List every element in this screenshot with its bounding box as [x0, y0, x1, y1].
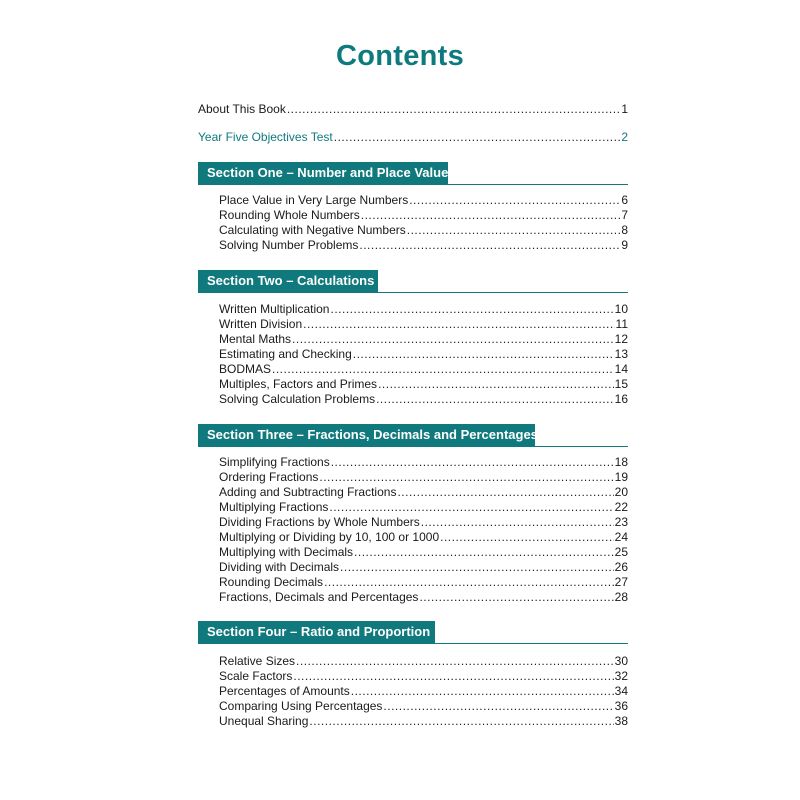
toc-entry[interactable] [219, 392, 628, 407]
toc-entry[interactable] [219, 455, 628, 470]
toc-entry-label: Year Five Objectives Test [198, 130, 333, 144]
toc-entry-label: Written Division [219, 317, 303, 331]
toc-entry-page: 36 [614, 699, 628, 713]
toc-entry-label: Multiples, Factors and Primes [219, 377, 378, 391]
toc-entry-label: Calculating with Negative Numbers [219, 223, 406, 237]
toc-entry[interactable] [219, 575, 628, 590]
section-rule [198, 292, 628, 293]
toc-entry[interactable] [219, 500, 628, 515]
toc-entry[interactable] [219, 332, 628, 347]
toc-entry-page: 16 [614, 392, 628, 406]
dot-leader [383, 699, 613, 714]
toc-entry-page: 27 [614, 575, 628, 589]
toc-entry-label: Multiplying Fractions [219, 500, 329, 514]
toc-entry[interactable] [219, 470, 628, 485]
toc-entry[interactable] [219, 193, 628, 208]
toc-entry-page: 8 [621, 223, 628, 237]
toc-entry-label: Solving Number Problems [219, 238, 359, 252]
dot-leader [292, 332, 614, 347]
section-rule [198, 643, 628, 644]
section-rule [198, 184, 628, 185]
dot-leader [293, 669, 613, 684]
toc-entry-page: 32 [614, 669, 628, 683]
toc-entry[interactable] [219, 684, 628, 699]
dot-leader [440, 530, 614, 545]
dot-leader [351, 684, 614, 699]
toc-entry-label: Fractions, Decimals and Percentages [219, 590, 419, 604]
toc-entry-page: 9 [621, 238, 628, 252]
toc-entry[interactable] [219, 714, 628, 729]
toc-entry-label: Simplifying Fractions [219, 455, 330, 469]
section-header-three[interactable]: Section Three – Fractions, Decimals and Percentages [198, 424, 535, 446]
toc-entry-label: Percentages of Amounts [219, 684, 350, 698]
dot-leader [378, 377, 614, 392]
toc-entry-label: Multiplying or Dividing by 10, 100 or 1000 [219, 530, 440, 544]
dot-leader [376, 392, 614, 407]
toc-entry[interactable] [219, 699, 628, 714]
toc-entry-label: Unequal Sharing [219, 714, 309, 728]
toc-entry-page: 28 [614, 590, 628, 604]
dot-leader [330, 302, 613, 317]
toc-entry[interactable] [219, 485, 628, 500]
toc-entry-objectives-test[interactable] [198, 130, 628, 145]
toc-entry-page: 2 [621, 130, 628, 144]
toc-entry-label: Dividing with Decimals [219, 560, 340, 574]
toc-entry-label: Dividing Fractions by Whole Numbers [219, 515, 420, 529]
dot-leader [329, 500, 613, 515]
toc-entry-label: Comparing Using Percentages [219, 699, 383, 713]
toc-entry-page: 7 [621, 208, 628, 222]
toc-entry[interactable] [219, 377, 628, 392]
dot-leader [407, 223, 621, 238]
dot-leader [319, 470, 613, 485]
toc-entry-label: Place Value in Very Large Numbers [219, 193, 409, 207]
toc-entry[interactable] [219, 223, 628, 238]
dot-leader [397, 485, 613, 500]
dot-leader [303, 317, 614, 332]
toc-entry-label: Ordering Fractions [219, 470, 319, 484]
toc-entry[interactable] [219, 590, 628, 605]
dot-leader [361, 208, 621, 223]
dot-leader [334, 130, 621, 145]
toc-entry-page: 24 [614, 530, 628, 544]
toc-entry-page: 12 [614, 332, 628, 346]
toc-entry[interactable] [219, 362, 628, 377]
dot-leader [409, 193, 620, 208]
toc-entry-label: Solving Calculation Problems [219, 392, 376, 406]
toc-entry-page: 15 [614, 377, 628, 391]
toc-entry[interactable] [219, 560, 628, 575]
toc-entry-page: 14 [614, 362, 628, 376]
toc-entry[interactable] [219, 302, 628, 317]
dot-leader [272, 362, 614, 377]
dot-leader [353, 347, 614, 362]
toc-entry-page: 1 [621, 102, 628, 116]
toc-entry[interactable] [219, 515, 628, 530]
toc-entry-label: Estimating and Checking [219, 347, 352, 361]
toc-entry-label: Mental Maths [219, 332, 292, 346]
toc-entry-page: 13 [614, 347, 628, 361]
toc-entry-page: 10 [614, 302, 628, 316]
page-title: Contents [335, 40, 465, 72]
toc-entry-page: 30 [614, 654, 628, 668]
toc-entry-page: 26 [614, 560, 628, 574]
section-header-four[interactable]: Section Four – Ratio and Proportion [198, 621, 435, 643]
section-rule [198, 446, 628, 447]
toc-entry-page: 34 [614, 684, 628, 698]
dot-leader [287, 102, 620, 117]
toc-entry[interactable] [219, 238, 628, 253]
toc-entry-page: 18 [614, 455, 628, 469]
toc-entry-label: Rounding Decimals [219, 575, 324, 589]
dot-leader [419, 590, 613, 605]
toc-entry-label: Rounding Whole Numbers [219, 208, 360, 222]
toc-entry-page: 22 [614, 500, 628, 514]
toc-entry-label: Written Multiplication [219, 302, 330, 316]
toc-entry[interactable] [219, 317, 628, 332]
toc-entry-page: 6 [621, 193, 628, 207]
toc-entry-page: 20 [614, 485, 628, 499]
dot-leader [354, 545, 614, 560]
section-header-two[interactable]: Section Two – Calculations [198, 270, 378, 292]
toc-entry[interactable] [219, 545, 628, 560]
dot-leader [324, 575, 614, 590]
toc-entry-page: 38 [614, 714, 628, 728]
toc-entry-label: Multiplying with Decimals [219, 545, 354, 559]
toc-entry[interactable] [219, 654, 628, 669]
toc-entry[interactable] [219, 530, 628, 545]
toc-entry[interactable] [219, 669, 628, 684]
dot-leader [331, 455, 614, 470]
toc-entry-page: 25 [614, 545, 628, 559]
toc-entry-label: Relative Sizes [219, 654, 296, 668]
toc-entry-label: Scale Factors [219, 669, 293, 683]
dot-leader [309, 714, 613, 729]
toc-entry-page: 11 [615, 317, 628, 331]
dot-leader [359, 238, 620, 253]
toc-entry-page: 19 [614, 470, 628, 484]
toc-entry-label: Adding and Subtracting Fractions [219, 485, 397, 499]
section-header-one[interactable]: Section One – Number and Place Value [198, 162, 448, 184]
toc-entry[interactable] [219, 347, 628, 362]
toc-entry-label: BODMAS [219, 362, 272, 376]
dot-leader [340, 560, 614, 575]
toc-entry-label: About This Book [198, 102, 286, 116]
dot-leader [421, 515, 614, 530]
toc-entry[interactable] [219, 208, 628, 223]
dot-leader [296, 654, 614, 669]
toc-entry-about-this-book[interactable] [198, 102, 628, 117]
toc-entry-page: 23 [614, 515, 628, 529]
